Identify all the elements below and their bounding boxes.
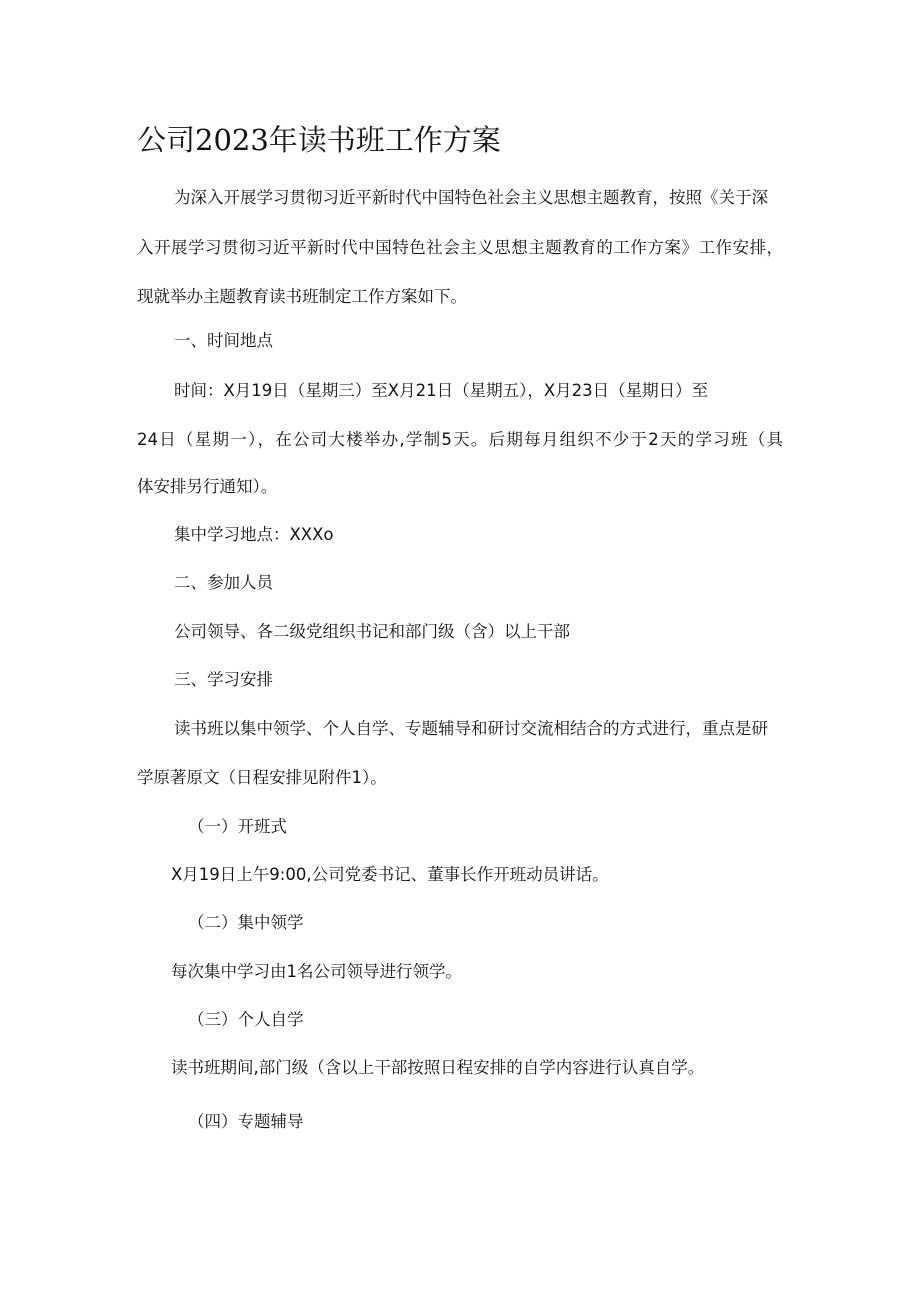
time-line-1: 时间：X月19日（星期三）至X月21日（星期五），X月23日（星期日）至 xyxy=(174,381,709,400)
subheading-special-tutoring: （四）专题辅导 xyxy=(188,1112,304,1131)
location-line: 集中学习地点：XXXo xyxy=(174,525,334,544)
self-study-line: 读书班期间,部门级（含以上干部按照日程安排的自学内容进行认真自学。 xyxy=(171,1058,705,1077)
document-title: 公司2023年读书班工作方案 xyxy=(137,123,501,157)
group-study-line: 每次集中学习由1名公司领导进行领学。 xyxy=(171,962,462,981)
section-heading-participants: 二、参加人员 xyxy=(174,573,273,592)
subheading-opening: （一）开班式 xyxy=(188,817,287,836)
subheading-self-study: （三）个人自学 xyxy=(188,1010,304,1029)
subheading-group-study: （二）集中领学 xyxy=(188,913,304,932)
intro-line-2: 入开展学习贯彻习近平新时代中国特色社会主义思想主题教育的工作方案》工作安排， xyxy=(137,238,783,257)
opening-line: X月19日上午9:00,公司党委书记、董事长作开班动员讲话。 xyxy=(171,865,609,884)
arrangement-line-1: 读书班以集中领学、个人自学、专题辅导和研讨交流相结合的方式进行，重点是研 xyxy=(174,719,768,738)
intro-line-1: 为深入开展学习贯彻习近平新时代中国特色社会主义思想主题教育，按照《关于深 xyxy=(174,188,768,207)
arrangement-line-2: 学原著原文（日程安排见附件1）。 xyxy=(137,768,387,787)
time-line-2: 24日（星期一），在公司大楼举办,学制5天。后期每月组织不少于2天的学习班（具 xyxy=(137,430,783,449)
section-heading-arrangement: 三、学习安排 xyxy=(174,670,273,689)
section-heading-time-location: 一、时间地点 xyxy=(174,331,273,350)
intro-line-3: 现就举办主题教育读书班制定工作方案如下。 xyxy=(137,287,467,306)
time-line-3: 体安排另行通知）。 xyxy=(137,477,278,496)
participants-line: 公司领导、各二级党组织书记和部门级（含）以上干部 xyxy=(174,622,570,641)
